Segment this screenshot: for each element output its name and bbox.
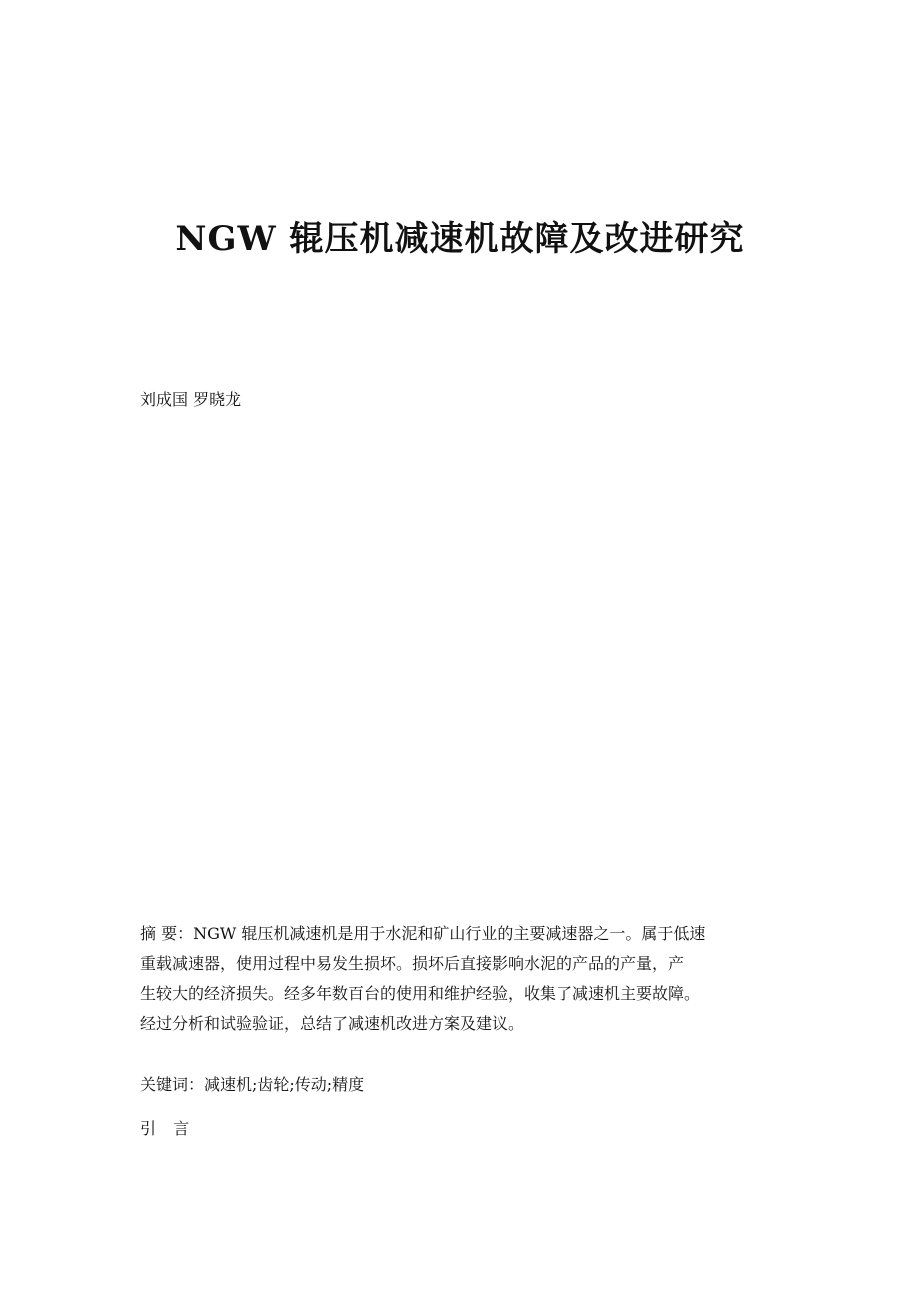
abstract-line: 经过分析和试验验证，总结了减速机改进方案及建议。: [140, 1014, 525, 1033]
section-heading-introduction: 引 言: [140, 1119, 196, 1138]
keywords-line: 关键词：减速机;齿轮;传动;精度: [140, 1075, 365, 1094]
abstract-line: 重载减速器，使用过程中易发生损坏。损坏后直接影响水泥的产品的产量，产: [140, 954, 685, 973]
abstract-line: 摘 要：NGW 辊压机减速机是用于水泥和矿山行业的主要减速器之一。属于低速: [140, 924, 706, 943]
author-line: 刘成国 罗晓龙: [140, 390, 242, 409]
document-title: NGW 辊压机减速机故障及改进研究: [175, 218, 745, 259]
abstract-line: 生较大的经济损失。经多年数百台的使用和维护经验，收集了减速机主要故障。: [140, 984, 701, 1003]
abstract-paragraph: [140, 919, 780, 1039]
